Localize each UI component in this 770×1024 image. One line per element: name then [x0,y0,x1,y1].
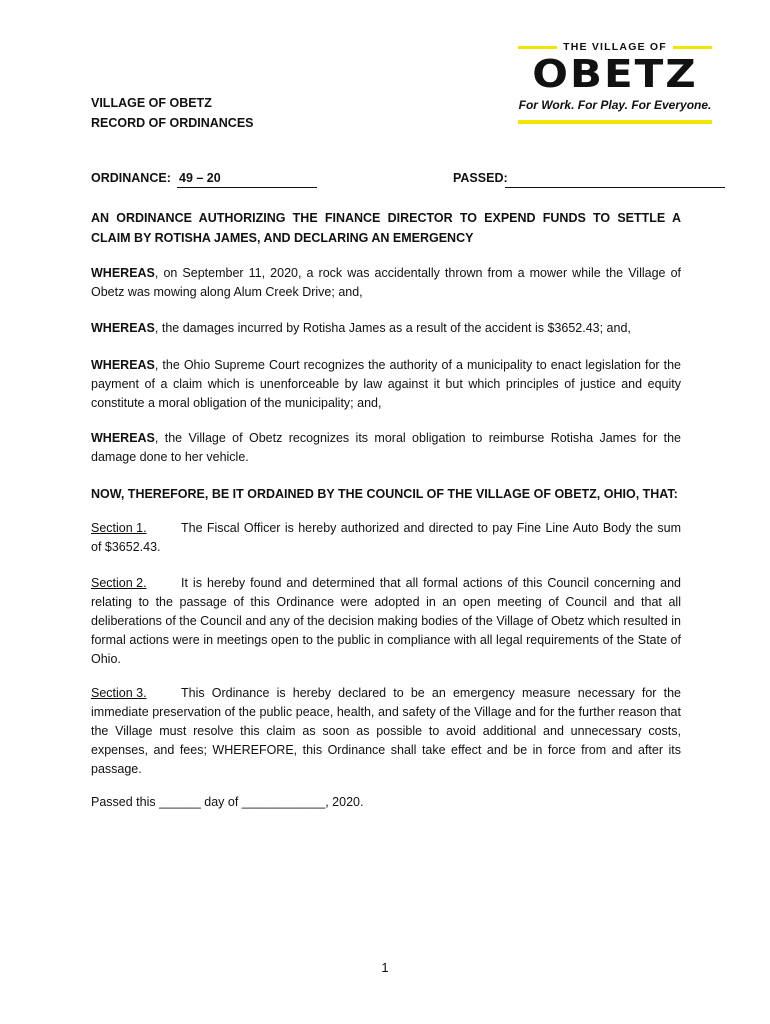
section-text: It is hereby found and determined that all formal actions of this Council concerning and relating to the passage of this Ordinance were adopted in an open meeting of Council and that all deliberations of the Council and any of the decision making bodies of the Village of Obetz which resulted in formal actions were in meetings open to the public in compliance with all legal requirements of the State of Ohio. [91,576,681,666]
logo-yellow-bar-bottom [518,120,712,124]
logo-top-text: THE VILLAGE OF [563,41,667,53]
section-label: Section 1. [91,521,147,535]
logo-yellow-bar-left [518,46,557,49]
whereas-2 [91,319,681,338]
section-label: Section 2. [91,576,147,590]
ordinance-label: ORDINANCE: [91,171,171,185]
passed-label: PASSED: [453,171,508,185]
section-text: This Ordinance is hereby declared to be an emergency measure necessary for the immediate preservation of the public peace, health, and safety of the Village and for the further reason that the Village must resolve this claim as soon as possible to avoid additional and unnecessary costs, expenses, and fees; WHEREFORE, this Ordinance shall take effect and be in force from and after its passage. [91,686,681,776]
page-number: 1 [381,960,389,975]
section-label: Section 3. [91,686,147,700]
ordinance-title: AN ORDINANCE AUTHORIZING THE FINANCE DIRECTOR TO EXPEND FUNDS TO SETTLE A CLAIM BY ROTISHA JAMES, AND DECLARING AN EMERGENCY [91,211,681,245]
logo-yellow-bar-right [673,46,712,49]
whereas-1 [91,264,681,302]
passed-this-line: Passed this ______ day of ____________, 2020. [91,795,364,809]
logo-main-text: OBETZ [532,51,698,97]
whereas-lead: WHEREAS [91,358,155,372]
whereas-text: , on September 11, 2020, a rock was accidentally thrown from a mower while the Village of Obetz was mowing along Alum Creek Drive; and, [91,266,681,299]
section-text: The Fiscal Officer is hereby authorized and directed to pay Fine Line Auto Body the sum of $3652.43. [91,521,681,554]
whereas-3 [91,356,681,413]
whereas-text: , the damages incurred by Rotisha James as a result of the accident is $3652.43; and, [154,321,631,335]
whereas-lead: WHEREAS [91,321,155,335]
section-3 [91,684,681,779]
whereas-text: , the Ohio Supreme Court recognizes the authority of a municipality to enact legislation for the payment of a claim which is unenforceable by law against it but which principles of justice and equity constitute a moral obligation of the municipality; and, [91,358,681,410]
village-logo [518,40,712,126]
section-1 [91,519,681,557]
ordinance-number: 49 – 20 [179,171,221,185]
header-village: VILLAGE OF OBETZ [91,96,212,110]
header-record: RECORD OF ORDINANCES [91,116,254,130]
section-2 [91,574,681,669]
whereas-lead: WHEREAS [91,266,155,280]
whereas-text: , the Village of Obetz recognizes its moral obligation to reimburse Rotisha James for the damage done to her vehicle. [91,431,681,464]
logo-tagline: For Work. For Play. For Everyone. [518,98,712,112]
whereas-4 [91,429,681,467]
ordinance-number-field [177,171,317,188]
ordained-clause: NOW, THEREFORE, BE IT ORDAINED BY THE COUNCIL OF THE VILLAGE OF OBETZ, OHIO, THAT: [91,487,678,501]
whereas-lead: WHEREAS [91,431,155,445]
passed-blank-line [505,171,725,188]
